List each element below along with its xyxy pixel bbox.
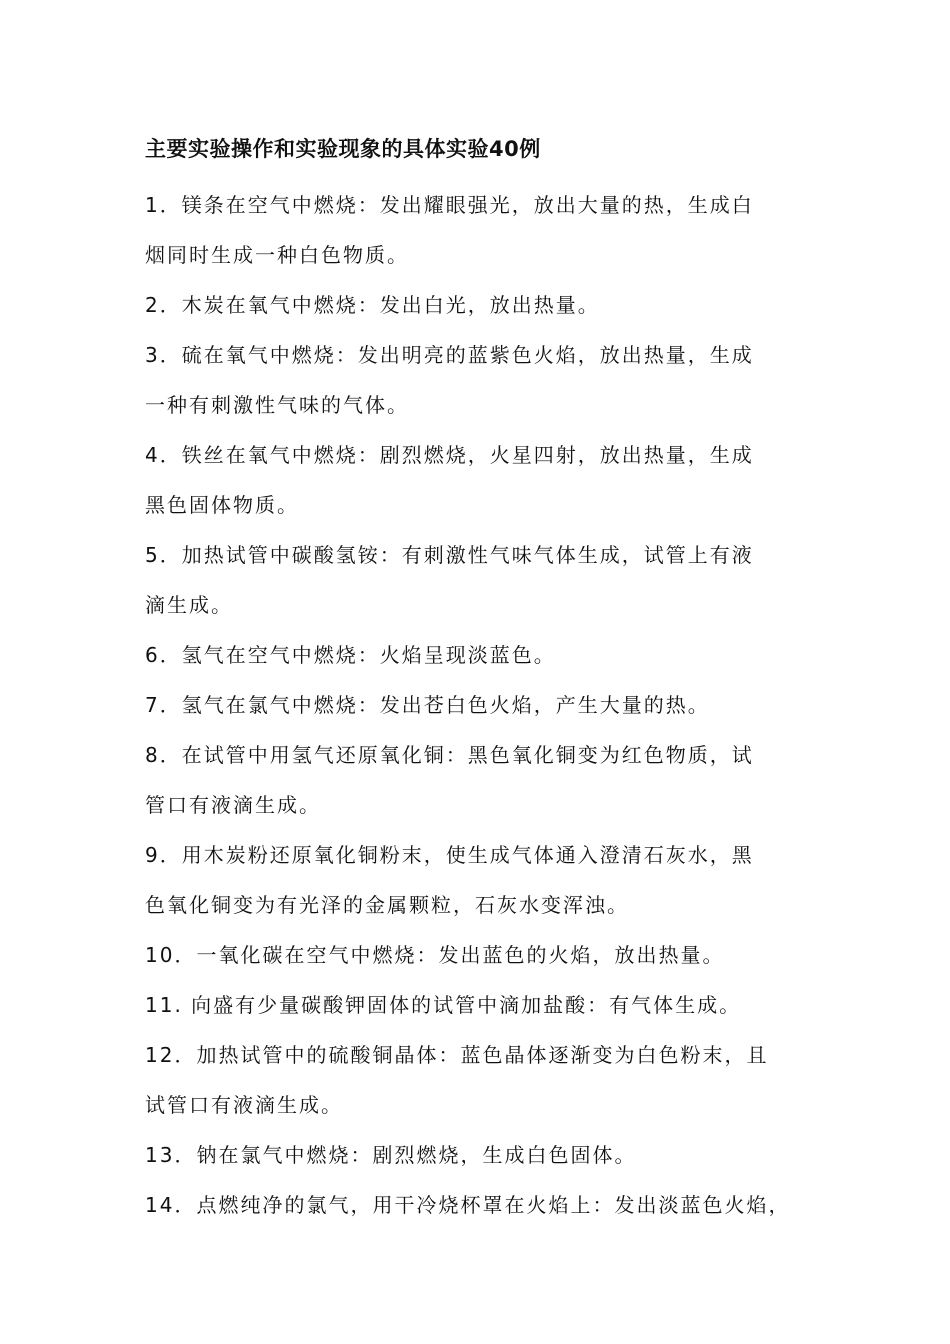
text-line: 3．硫在氧气中燃烧：发出明亮的蓝紫色火焰，放出热量，生成 <box>145 343 754 367</box>
text-line: 14．点燃纯净的氯气，用干冷烧杯罩在火焰上：发出淡蓝色火焰， <box>145 1193 791 1217</box>
document-body <box>145 130 835 1230</box>
text-line: 一种有刺激性气味的气体。 <box>145 393 409 417</box>
text-line: 色氧化铜变为有光泽的金属颗粒，石灰水变浑浊。 <box>145 893 629 917</box>
text-line: 2．木炭在氧气中燃烧：发出白光，放出热量。 <box>145 293 600 317</box>
text-line: 13．钠在氯气中燃烧：剧烈燃烧，生成白色固体。 <box>145 1143 637 1167</box>
text-line: 1．镁条在空气中燃烧：发出耀眼强光，放出大量的热，生成白 <box>145 193 754 217</box>
text-line: 8．在试管中用氢气还原氧化铜：黑色氧化铜变为红色物质，试 <box>145 743 754 767</box>
text-line: 7．氢气在氯气中燃烧：发出苍白色火焰，产生大量的热。 <box>145 693 710 717</box>
text-line: 10．一氧化碳在空气中燃烧：发出蓝色的火焰，放出热量。 <box>145 943 725 967</box>
text-line: 4．铁丝在氧气中燃烧：剧烈燃烧，火星四射，放出热量，生成 <box>145 443 754 467</box>
text-line: 滴生成。 <box>145 593 233 617</box>
document-title: 主要实验操作和实验现象的具体实验40例 <box>145 137 541 161</box>
text-line: 管口有液滴生成。 <box>145 793 321 817</box>
text-line: 烟同时生成一种白色物质。 <box>145 243 409 267</box>
text-line: 6．氢气在空气中燃烧：火焰呈现淡蓝色。 <box>145 643 556 667</box>
text-line: 试管口有液滴生成。 <box>145 1093 343 1117</box>
text-line: 12．加热试管中的硫酸铜晶体：蓝色晶体逐渐变为白色粉末，且 <box>145 1043 769 1067</box>
text-line: 11. 向盛有少量碳酸钾固体的试管中滴加盐酸：有气体生成。 <box>145 993 742 1017</box>
text-line: 黑色固体物质。 <box>145 493 299 517</box>
text-line: 5．加热试管中碳酸氢铵：有刺激性气味气体生成，试管上有液 <box>145 543 754 567</box>
text-line: 9．用木炭粉还原氧化铜粉末，使生成气体通入澄清石灰水，黑 <box>145 843 754 867</box>
